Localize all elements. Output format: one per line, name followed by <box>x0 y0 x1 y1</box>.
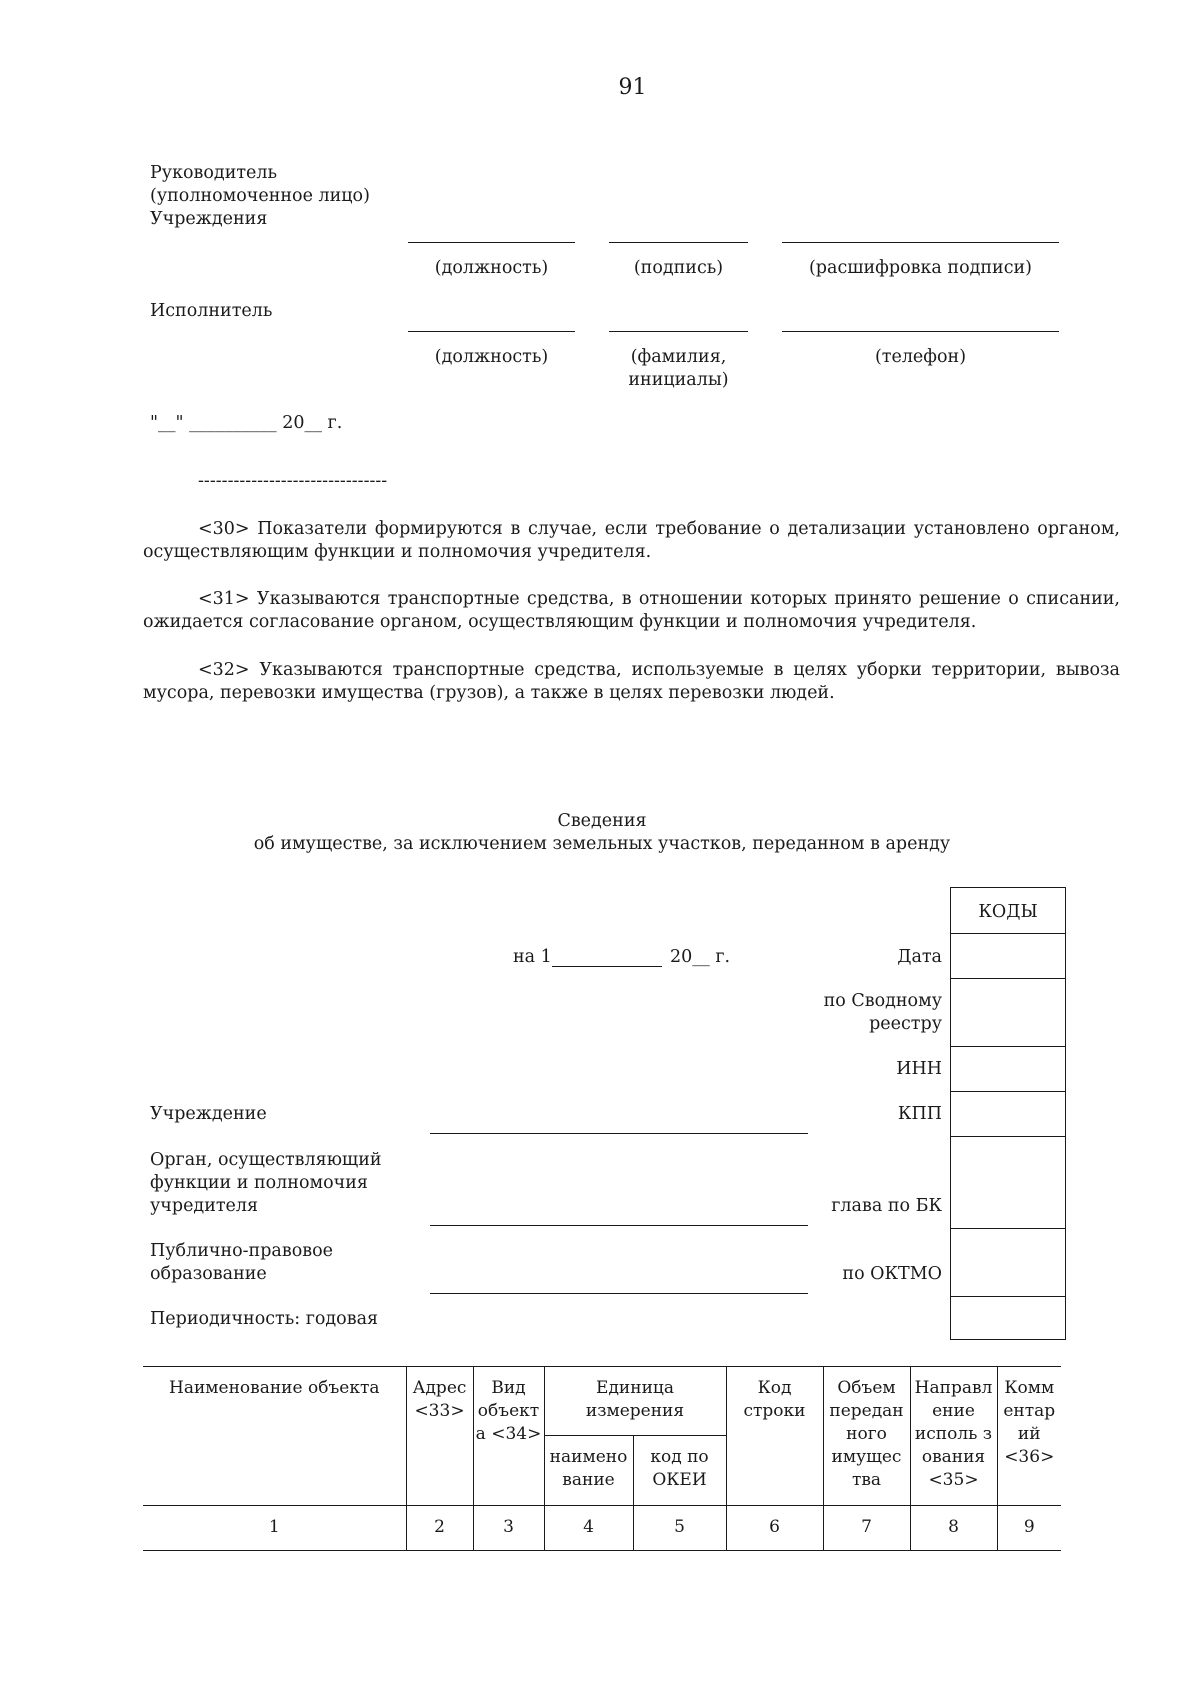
caption-position: (должность) <box>434 258 549 278</box>
field-public-entity-line[interactable] <box>430 1293 808 1294</box>
header-unit-name: наимено вание <box>544 1436 633 1506</box>
report-date-suffix: 20__ г. <box>670 947 731 967</box>
caption-name: (фамилия, инициалы) <box>628 347 729 390</box>
header-unit-okei: код по ОКЕИ <box>633 1436 726 1506</box>
column-number: 7 <box>823 1506 910 1551</box>
header-address: Адрес <33> <box>406 1367 473 1506</box>
footnote-31: <31> Указываются транспортные средства, в отношении которых принято решение о списании, ожидается согласование органом, осуществляющим функции и полномочия учредителя. <box>143 589 1120 632</box>
caption-position: (должность) <box>434 347 549 367</box>
head-label-line: Руководитель <box>150 163 278 183</box>
signature-line <box>609 331 748 332</box>
code-cell-inn[interactable] <box>951 1046 1065 1047</box>
field-institution-label: Учреждение <box>150 1104 267 1124</box>
column-number: 1 <box>143 1506 406 1551</box>
codes-header: КОДЫ <box>978 902 1038 922</box>
code-cell-empty[interactable] <box>951 1296 1065 1297</box>
footnote-32: <32> Указываются транспортные средства, используемые в целях уборки территории, вывоза мусора, перевозки имущества (грузов), а также в целях перевозки людей. <box>143 660 1120 703</box>
caption-signature: (подпись) <box>633 258 724 278</box>
signature-line <box>609 242 748 243</box>
header-direction: Направл ение исполь з ования <35> <box>910 1367 997 1506</box>
header-row-code: Код строки <box>726 1367 823 1506</box>
footnote-30: <30> Показатели формируются в случае, если требование о детализации установлено органом, осуществляющим функции и полномочия учредителя. <box>143 519 1120 562</box>
label-kpp: КПП <box>897 1104 942 1124</box>
field-public-entity-label: Публично-правовое образование <box>150 1241 333 1284</box>
field-founder-label: Орган, осуществляющий функции и полномочия учредителя <box>150 1150 382 1216</box>
report-date-line[interactable] <box>552 966 662 967</box>
label-inn: ИНН <box>896 1059 942 1079</box>
table-row-numbers <box>143 1506 1061 1551</box>
column-number: 9 <box>997 1506 1061 1551</box>
header-name: Наименование объекта <box>143 1367 406 1506</box>
label-registry: по Сводному реестру <box>823 991 942 1034</box>
code-cell-bk[interactable] <box>951 1136 1065 1137</box>
code-cell-date[interactable] <box>951 933 1065 934</box>
label-oktmo: по ОКТМО <box>842 1264 942 1284</box>
code-cell-registry[interactable] <box>951 978 1065 979</box>
executor-label: Исполнитель <box>150 301 273 321</box>
head-label <box>150 162 370 231</box>
head-label-line: (уполномоченное лицо) <box>150 186 370 206</box>
property-table <box>143 1366 1061 1551</box>
column-number: 4 <box>544 1506 633 1551</box>
code-cell-kpp[interactable] <box>951 1091 1065 1092</box>
report-date-prefix: на 1 <box>513 947 552 967</box>
column-number: 6 <box>726 1506 823 1551</box>
column-number: 2 <box>406 1506 473 1551</box>
column-number: 8 <box>910 1506 997 1551</box>
signature-line <box>408 331 575 332</box>
page-number: 91 <box>618 75 647 100</box>
head-label-line: Учреждения <box>150 209 268 229</box>
form-subtitle: об имуществе, за исключением земельных участков, переданном в аренду <box>253 834 951 854</box>
signature-line <box>782 242 1059 243</box>
label-date: Дата <box>897 947 942 967</box>
code-cell-oktmo[interactable] <box>951 1228 1065 1229</box>
column-number: 5 <box>633 1506 726 1551</box>
header-type: Вид объект а <34> <box>473 1367 544 1506</box>
signature-line <box>782 331 1059 332</box>
caption-decryption: (расшифровка подписи) <box>808 258 1032 278</box>
field-periodicity: Периодичность: годовая <box>150 1309 379 1329</box>
header-comment: Комм ентар ий <36> <box>997 1367 1061 1506</box>
header-unit: Единица измерения <box>544 1367 726 1436</box>
signature-line <box>408 242 575 243</box>
footnote-separator: -------------------------------- <box>198 471 388 491</box>
caption-phone: (телефон) <box>874 347 967 367</box>
date-line: "__" __________ 20__ г. <box>150 413 343 433</box>
codes-box <box>950 887 1066 1340</box>
header-volume: Объем передан ного имущес тва <box>823 1367 910 1506</box>
label-bk: глава по БК <box>831 1196 942 1216</box>
field-founder-line[interactable] <box>430 1225 808 1226</box>
field-institution-line[interactable] <box>430 1133 808 1134</box>
form-title: Сведения <box>557 811 647 831</box>
column-number: 3 <box>473 1506 544 1551</box>
